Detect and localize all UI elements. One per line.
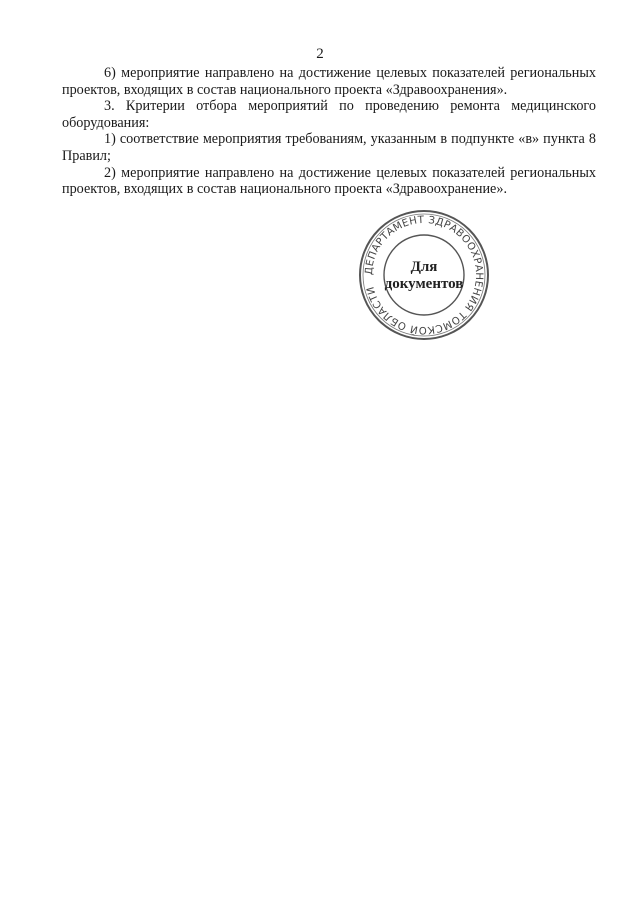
stamp-center-line-1: Для [410,259,438,275]
paragraph-item-1: 1) соответствие мероприятия требованиям, указанным в подпункте «в» пункта 8 Правил; [62,131,596,164]
paragraph-item-6: 6) мероприятие направлено на достижение целевых показателей региональных проектов, входящих в состав национального проекта «Здравоохранения». [62,65,596,98]
paragraph-section-3: 3. Критерии отбора мероприятий по проведению ремонта медицинского оборудования: [62,98,596,131]
stamp-seal-icon [357,208,491,342]
stamp-ring-text: ДЕПАРТАМЕНТ ЗДРАВООХРАНЕНИЯ ТОМСКОЙ ОБЛАСТИ [363,214,485,336]
paragraph-item-2: 2) мероприятие направлено на достижение целевых показателей региональных проектов, входящих в состав национального проекта «Здравоохранение». [62,164,596,198]
document-body [62,65,596,198]
page-number: 2 [316,46,324,62]
official-stamp [357,208,491,342]
stamp-center-line-2: документов [384,276,464,292]
